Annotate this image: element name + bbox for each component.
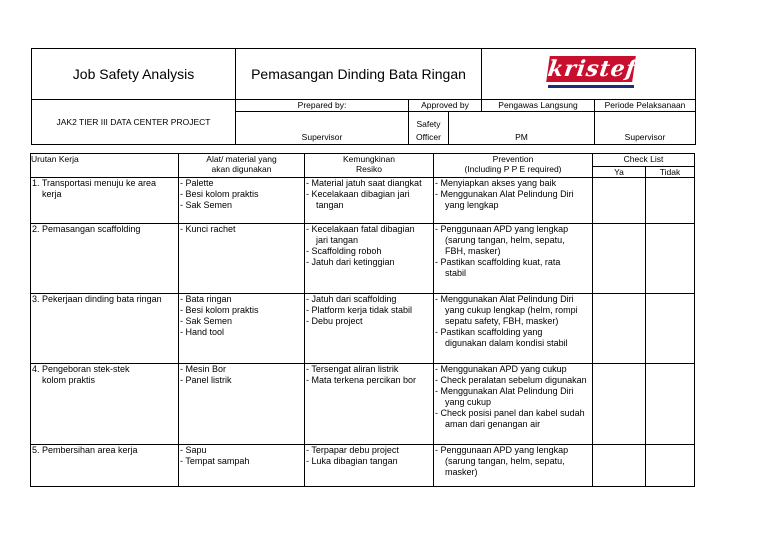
- logo-wordmark: kristef: [545, 55, 638, 82]
- risk-item: - Jatuh dari ketinggian: [306, 257, 395, 267]
- col-header-checklist: Check List: [593, 154, 695, 167]
- prevention-item: masker): [445, 467, 478, 477]
- checkbox-tidak[interactable]: [646, 224, 695, 294]
- risk-item: - Debu project: [306, 316, 363, 326]
- cell-step: [31, 445, 179, 487]
- cell-prevention: [434, 224, 593, 294]
- tool-item: - Besi kolom praktis: [180, 305, 259, 315]
- col-header-alat: [179, 154, 305, 178]
- risk-item: - Kecelakaan fatal dibagian: [306, 224, 415, 234]
- col-header-prevention: [434, 154, 593, 178]
- signature-supervisor: Supervisor: [236, 112, 409, 145]
- cell-prevention: [434, 178, 593, 224]
- cell-risks: [305, 364, 434, 445]
- prevention-item: FBH, masker): [445, 246, 501, 256]
- cell-tools: [179, 178, 305, 224]
- step-text: 4. Pengeboran stek-stek: [32, 364, 130, 374]
- periode-label: Periode Pelaksanaan: [595, 100, 696, 112]
- checkbox-tidak[interactable]: [646, 364, 695, 445]
- cell-risks: [305, 445, 434, 487]
- checkbox-ya[interactable]: [593, 178, 646, 224]
- cell-tools: [179, 294, 305, 364]
- checkbox-tidak[interactable]: [646, 178, 695, 224]
- prevention-item: yang cukup lengkap (helm, rompi: [445, 305, 578, 315]
- tool-item: - Tempat sampah: [180, 456, 250, 466]
- risk-item: tangan: [316, 200, 344, 210]
- tool-item: - Mesin Bor: [180, 364, 227, 374]
- checkbox-ya[interactable]: [593, 224, 646, 294]
- prevention-item: - Menggunakan Alat Pelindung Diri: [435, 294, 574, 304]
- cell-prevention: [434, 364, 593, 445]
- prevention-item: (sarung tangan, helm, sepatu,: [445, 456, 565, 466]
- prevention-item: sepatu safety, FBH, masker): [445, 316, 559, 326]
- prevention-item: - Menggunakan Alat Pelindung Diri: [435, 189, 574, 199]
- cell-tools: [179, 364, 305, 445]
- prevention-item: - Pastikan scaffolding kuat, rata: [435, 257, 561, 267]
- checkbox-ya[interactable]: [593, 364, 646, 445]
- table-row: [31, 294, 695, 364]
- cell-prevention: [434, 445, 593, 487]
- tool-item: - Bata ringan: [180, 294, 232, 304]
- col-header-alat-line1: Alat/ material yang: [206, 154, 277, 164]
- approved-by-label: Approved by: [409, 100, 482, 112]
- prevention-item: (sarung tangan, helm, sepatu,: [445, 235, 565, 245]
- col-header-prevention-line2: (Including P P E required): [464, 164, 562, 174]
- prevention-item: yang lengkap: [445, 200, 499, 210]
- prevention-item: - Menggunakan APD yang cukup: [435, 364, 567, 374]
- table-row: [31, 178, 695, 224]
- step-text: 3. Pekerjaan dinding bata ringan: [32, 294, 162, 304]
- signature-pengawas: Supervisor: [595, 112, 696, 145]
- cell-prevention: [434, 294, 593, 364]
- risk-item: - Material jatuh saat diangkat: [306, 178, 422, 188]
- table-row: [31, 445, 695, 487]
- cell-tools: [179, 224, 305, 294]
- tool-item: - Sak Semen: [180, 316, 233, 326]
- checkbox-ya[interactable]: [593, 445, 646, 487]
- document-title: Job Safety Analysis: [32, 49, 236, 100]
- table-row: [31, 364, 695, 445]
- signature-safety-officer: Safety Officer: [409, 112, 449, 145]
- risk-item: - Platform kerja tidak stabil: [306, 305, 413, 315]
- logo-underline: [548, 85, 634, 88]
- tool-item: - Besi kolom praktis: [180, 189, 259, 199]
- cell-tools: [179, 445, 305, 487]
- jsa-header-table: [31, 48, 696, 145]
- checkbox-tidak[interactable]: [646, 445, 695, 487]
- cell-step: [31, 294, 179, 364]
- pengawas-label: Pengawas Langsung: [482, 100, 595, 112]
- prevention-item: aman dari genangan air: [445, 419, 541, 429]
- prevention-item: - Pastikan scaffolding yang: [435, 327, 543, 337]
- risk-item: - Jatuh dari scaffolding: [306, 294, 397, 304]
- prevention-item: yang cukup: [445, 397, 492, 407]
- risk-item: - Kecelakaan dibagian jari: [306, 189, 410, 199]
- tool-item: - Palette: [180, 178, 214, 188]
- checkbox-tidak[interactable]: [646, 294, 695, 364]
- step-text: 5. Pembersihan area kerja: [32, 445, 138, 455]
- prevention-item: - Menyiapkan akses yang baik: [435, 178, 557, 188]
- cell-step: [31, 178, 179, 224]
- tool-item: - Panel listrik: [180, 375, 232, 385]
- tool-item: - Sapu: [180, 445, 207, 455]
- project-name: JAK2 TIER III DATA CENTER PROJECT: [32, 100, 236, 145]
- step-text: 2. Pemasangan scaffolding: [32, 224, 141, 234]
- prepared-by-label: Prepared by:: [236, 100, 409, 112]
- document-subtitle: Pemasangan Dinding Bata Ringan: [236, 49, 482, 100]
- risk-item: - Scaffolding roboh: [306, 246, 382, 256]
- prevention-item: stabil: [445, 268, 467, 278]
- tool-item: - Sak Semen: [180, 200, 233, 210]
- cell-risks: [305, 178, 434, 224]
- prevention-item: - Check peralatan sebelum digunakan: [435, 375, 587, 385]
- risk-item: - Tersengat aliran listrik: [306, 364, 399, 374]
- cell-step: [31, 364, 179, 445]
- signature-pm: PM: [449, 112, 595, 145]
- risk-item: - Luka dibagian tangan: [306, 456, 398, 466]
- step-text: kolom praktis: [42, 375, 96, 385]
- tool-item: - Hand tool: [180, 327, 225, 337]
- col-header-risk: [305, 154, 434, 178]
- company-logo: [482, 49, 696, 100]
- risk-item: - Mata terkena percikan bor: [306, 375, 417, 385]
- col-header-prevention-line1: Prevention: [492, 154, 534, 164]
- kristef-logo-icon: [544, 55, 638, 90]
- prevention-item: - Penggunaan APD yang lengkap: [435, 445, 569, 455]
- step-text: 1. Transportasi menuju ke area: [32, 178, 157, 188]
- col-header-alat-line2: akan digunakan: [211, 164, 272, 174]
- col-header-risk-line1: Kemungkinan: [343, 154, 395, 164]
- cell-risks: [305, 224, 434, 294]
- prevention-item: digunakan dalam kondisi stabil: [445, 338, 568, 348]
- step-text: kerja: [42, 189, 62, 199]
- cell-step: [31, 224, 179, 294]
- col-header-tidak: Tidak: [646, 167, 695, 178]
- col-header-urutan: Urutan Kerja: [31, 154, 179, 178]
- checkbox-ya[interactable]: [593, 294, 646, 364]
- table-row: [31, 224, 695, 294]
- tool-item: - Kunci rachet: [180, 224, 236, 234]
- col-header-risk-line2: Resiko: [356, 164, 382, 174]
- risk-item: - Terpapar debu project: [306, 445, 399, 455]
- risk-item: jari tangan: [316, 235, 359, 245]
- prevention-item: - Penggunaan APD yang lengkap: [435, 224, 569, 234]
- jsa-steps-table: [30, 153, 695, 487]
- col-header-ya: Ya: [593, 167, 646, 178]
- prevention-item: - Check posisi panel dan kabel sudah: [435, 408, 585, 418]
- prevention-item: - Menggunakan Alat Pelindung Diri: [435, 386, 574, 396]
- cell-risks: [305, 294, 434, 364]
